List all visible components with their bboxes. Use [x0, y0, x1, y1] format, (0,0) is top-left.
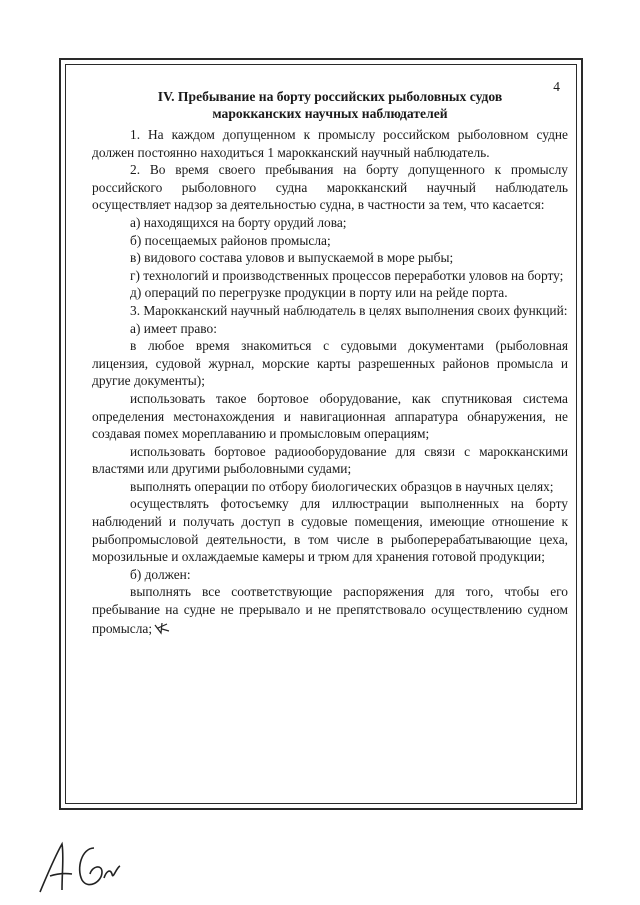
paragraph-1: 1. На каждом допущенном к промыслу российском рыболовном судне должен постоянно находиться 1 марокканский научный наблюдатель. — [92, 127, 568, 160]
signature-initials — [32, 838, 132, 896]
document-body — [92, 74, 568, 637]
section-heading-line-2: марокканских научных наблюдателей — [212, 106, 448, 121]
paragraph-3: 3. Марокканский научный наблюдатель в целях выполнения своих функций: — [130, 302, 568, 318]
paragraph-2-item-a: а) находящихся на борту орудий лова; — [130, 214, 347, 230]
section-heading-line-1: IV. Пребывание на борту российских рыболовных судов — [157, 89, 503, 104]
paragraph-3-item-a-right-1: в любое время знакомиться с судовыми документами (рыболовная лицензия, судовой журнал, морские карты разрешенных районов промысла и другие документы); — [92, 338, 568, 389]
paragraph-3-item-a-right-4: выполнять операции по отбору биологических образцов в научных целях; — [130, 478, 554, 494]
paragraph-3-item-a-right-5: осуществлять фотосъемку для иллюстрации выполненных на борту наблюдений и получать доступ в судовые помещения, имеющие отношение к рыбопромысловой деятельности, в том числе в рыбоперерабатывающие цеха, морозильные и охлаждаемые камеры и трюм для хранения готовой продукции; — [92, 496, 568, 565]
section-heading — [92, 88, 568, 122]
paragraph-2-item-e: д) операций по перегрузке продукции в порту или на рейде порта. — [130, 285, 508, 301]
paragraph-3-item-a: а) имеет право: — [130, 320, 217, 336]
paragraph-3-item-b-duty-1 — [92, 583, 568, 637]
paragraph-3-item-b-duty-1-text: выполнять все соответствующие распоряжения для того, чтобы его пребывание на судне не прерывало и не препятствовало осуществлению судном промысла; — [92, 584, 568, 636]
handwritten-mark-icon — [153, 619, 171, 637]
paragraph-2: 2. Во время своего пребывания на борту допущенного к промыслу российского рыболовного судна марокканский научный наблюдатель осуществляет надзор за деятельностью судна, в частности за тем, что касается: — [92, 162, 568, 213]
paragraph-2-item-d: г) технологий и производственных процессов переработки уловов на борту; — [130, 267, 564, 283]
page-number: 4 — [553, 79, 560, 94]
paragraph-2-item-b: б) посещаемых районов промысла; — [130, 232, 331, 248]
paragraph-3-item-a-right-2: использовать такое бортовое оборудование, как спутниковая система определения местонахождения и навигационная аппаратура обнаружения, не создавая помех мореплаванию и промысловым операциям; — [92, 390, 568, 442]
paragraph-2-item-c: в) видового состава уловов и выпускаемой в море рыбы; — [130, 250, 454, 266]
paragraph-3-item-a-right-3: использовать бортовое радиооборудование для связи с марокканскими властями или другими рыболовными судами; — [92, 443, 568, 477]
paragraph-3-item-b: б) должен: — [130, 566, 191, 582]
